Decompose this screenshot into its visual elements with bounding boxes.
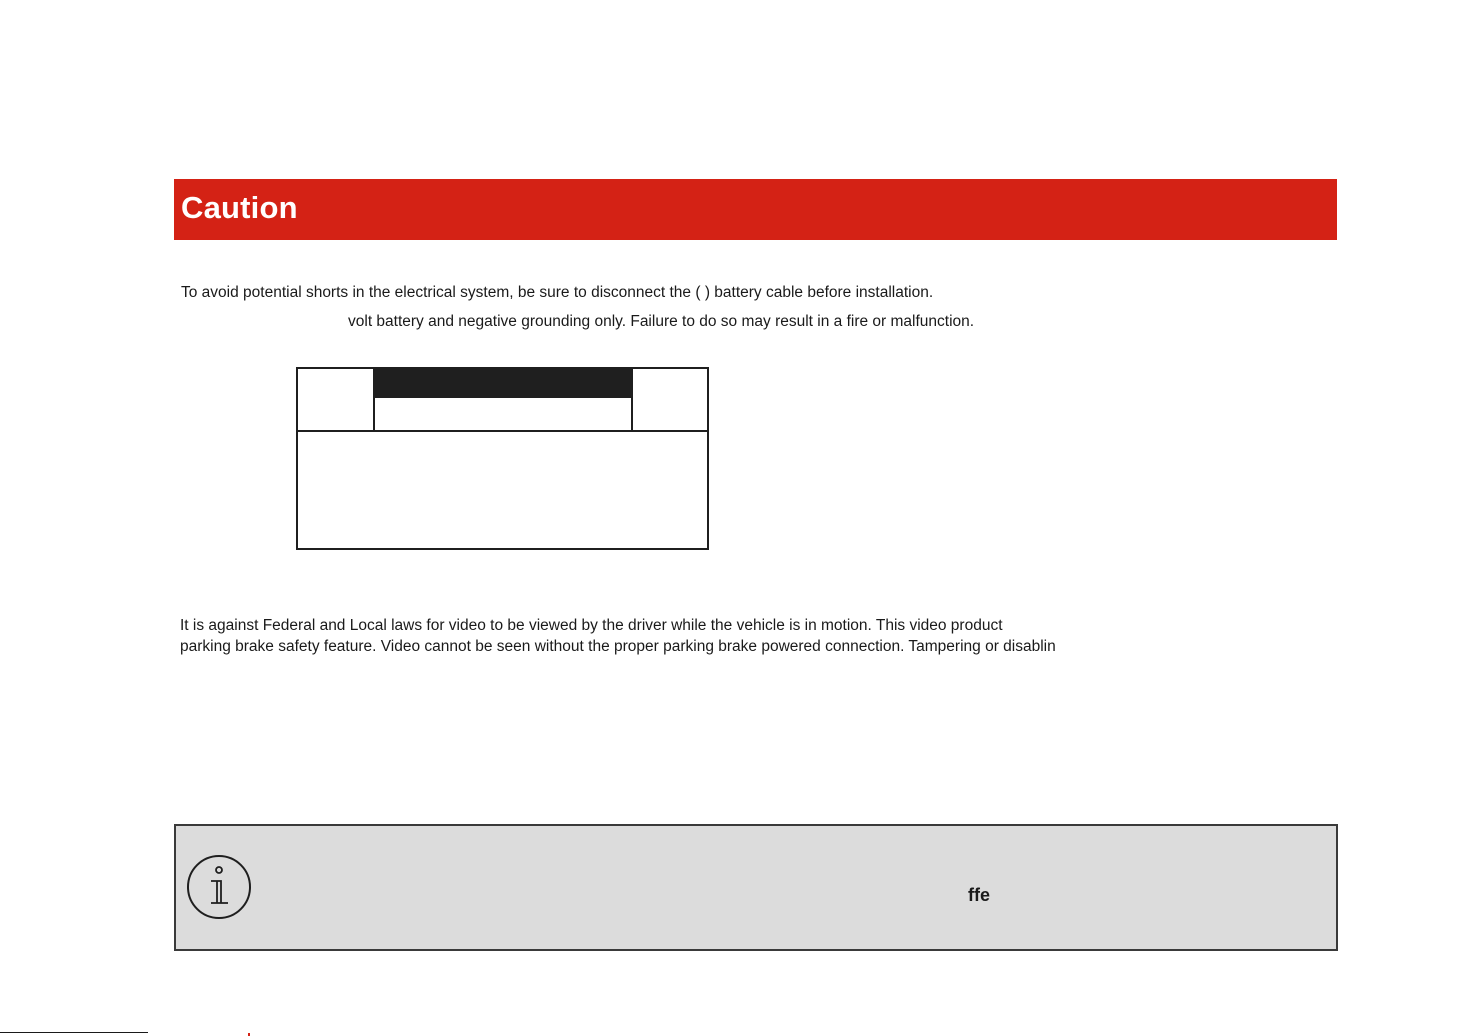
battery-terminal-bar bbox=[373, 369, 633, 398]
disconnect-battery-instruction: To avoid potential shorts in the electrical system, be sure to disconnect the ( ) battery cable before installation. bbox=[181, 284, 934, 301]
caution-title: Caution bbox=[181, 190, 298, 225]
federal-law-warning-line-1: It is against Federal and Local laws for video to be viewed by the driver while the vehicle is in motion. This video product bbox=[180, 617, 1003, 634]
note-text-fragment: ffe bbox=[968, 885, 990, 905]
battery-terminal-left-edge bbox=[373, 369, 375, 430]
battery-top-divider bbox=[298, 430, 707, 432]
battery-terminal-right-edge bbox=[631, 369, 633, 430]
info-icon bbox=[186, 854, 252, 920]
info-note-box bbox=[174, 824, 1338, 951]
page-bottom-rule bbox=[0, 1032, 148, 1033]
battery-voltage-instruction: volt battery and negative grounding only. Failure to do so may result in a fire or malfunction. bbox=[348, 313, 975, 330]
caution-banner bbox=[174, 179, 1337, 240]
battery-icon bbox=[296, 367, 709, 550]
federal-law-warning-line-2: parking brake safety feature. Video cannot be seen without the proper parking brake powered connection. Tampering or disablin bbox=[180, 638, 1056, 655]
